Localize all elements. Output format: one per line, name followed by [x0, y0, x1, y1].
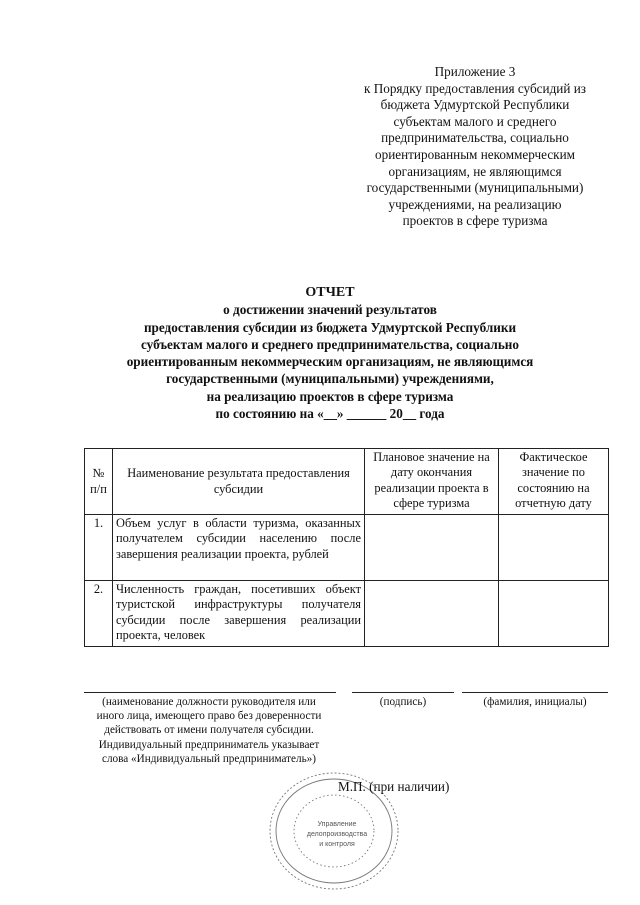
report-subtitle-line: субъектам малого и среднего предпринимательства, социально	[140, 336, 519, 352]
row-result-name: Численность граждан, посетивших объект туристской инфраструктуры получателя субсидии после завершения реализации проекта, человек	[113, 581, 365, 647]
row-actual-cell[interactable]	[499, 515, 609, 581]
row-num: 1.	[85, 515, 113, 581]
row-planned-cell[interactable]	[365, 515, 499, 581]
signature-line	[352, 692, 454, 693]
header-actual-value: Фактическое значение по состоянию на отчетную дату	[499, 449, 609, 515]
appendix-line: организациям, не являющимся	[388, 163, 562, 179]
seal-note: М.П. (при наличии)	[338, 779, 450, 794]
appendix-line: к Порядку предоставления субсидий из	[364, 80, 586, 96]
header-planned-value: Плановое значение на дату окончания реализации проекта в сфере туризма	[365, 449, 499, 515]
stamp-text	[306, 820, 368, 850]
appendix-line: ориентированным некоммерческим	[375, 146, 575, 162]
appendix-line: предпринимательства, социально	[381, 130, 569, 146]
row-result-name: Объем услуг в области туризма, оказанных получателем субсидии населению после завершения реализации проекта, рублей	[113, 515, 365, 581]
table-row	[85, 581, 609, 647]
header-result-name: Наименование результата предоставления субсидии	[113, 449, 365, 515]
caption-line: слова «Индивидуальный предприниматель»)	[102, 752, 316, 765]
name-caption: (фамилия, инициалы)	[483, 696, 587, 708]
position-caption	[78, 695, 340, 766]
appendix-line: государственными (муниципальными)	[366, 180, 584, 196]
appendix-line: бюджета Удмуртской Республики	[380, 97, 570, 113]
table-row	[85, 515, 609, 581]
appendix-line: Приложение 3	[434, 64, 516, 79]
row-planned-cell[interactable]	[365, 581, 499, 647]
appendix-line: учреждениями, на реализацию	[388, 196, 562, 212]
report-subtitle-line: на реализацию проектов в сфере туризма	[206, 388, 454, 404]
caption-line: Индивидуальный предприниматель указывает	[98, 738, 320, 751]
caption-line: (наименование должности руководителя или	[102, 696, 316, 708]
appendix-header	[330, 64, 620, 230]
caption-line: иного лица, имеющего право без доверенности	[96, 710, 322, 723]
name-signature-line	[462, 692, 608, 693]
stamp-line: делопроизводства	[306, 831, 368, 838]
report-subtitle-line: ориентированным некоммерческим организациям, не являющимся	[126, 354, 534, 370]
stamp-line: Управление	[317, 821, 357, 828]
row-actual-cell[interactable]	[499, 581, 609, 647]
results-table	[84, 448, 609, 647]
report-date-line: по состоянию на «__» ______ 20__ года	[215, 406, 445, 422]
report-heading	[50, 284, 610, 422]
caption-line: действовать от имени получателя субсидии.	[104, 724, 314, 737]
report-subtitle-line: государственными (муниципальными) учреждениями,	[166, 371, 494, 387]
position-signature-line	[84, 692, 336, 693]
report-title: ОТЧЕТ	[305, 285, 355, 300]
appendix-line: проектов в сфере туризма	[402, 213, 548, 229]
appendix-line: субъектам малого и среднего	[393, 113, 557, 129]
report-subtitle-line: о достижении значений результатов	[223, 302, 437, 318]
table-header-row	[85, 449, 609, 515]
header-num: № п/п	[85, 449, 113, 515]
report-subtitle-line: предоставления субсидии из бюджета Удмуртской Республики	[143, 319, 517, 335]
stamp-line: и контроля	[319, 841, 355, 848]
signature-caption: (подпись)	[379, 696, 427, 708]
row-num: 2.	[85, 581, 113, 647]
